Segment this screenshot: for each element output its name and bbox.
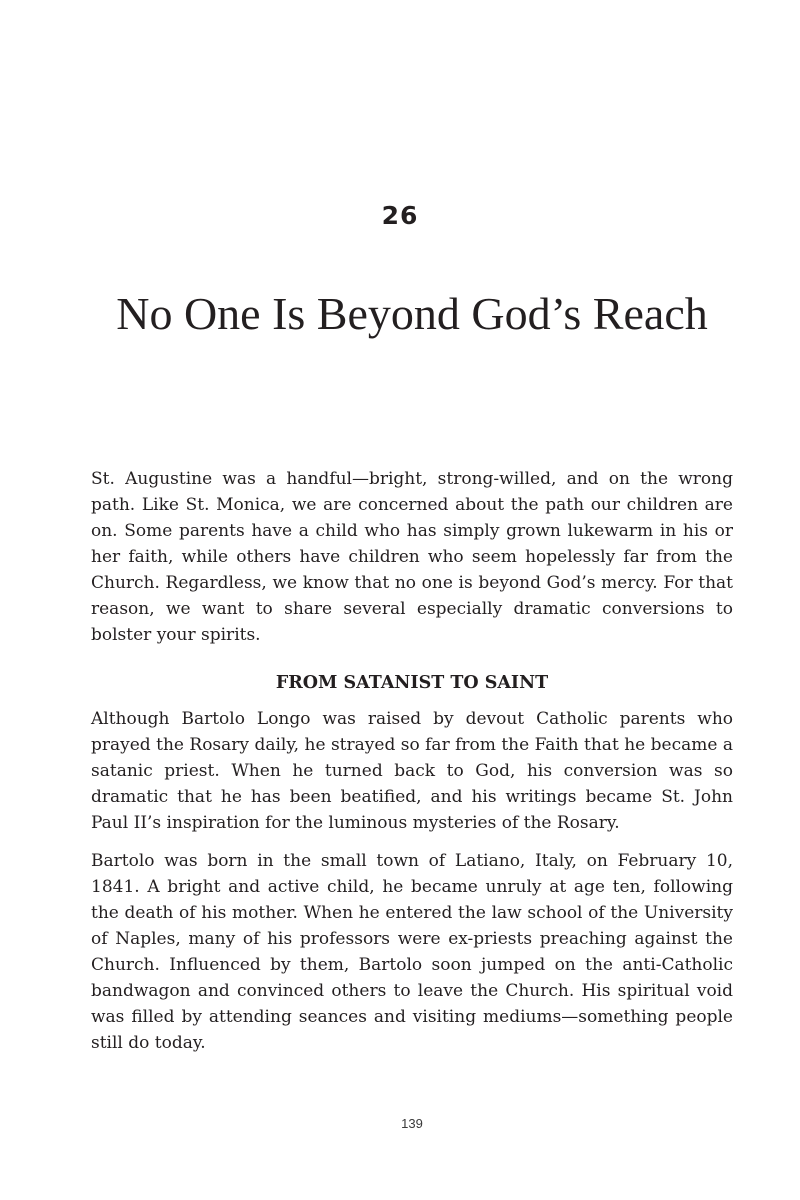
chapter-number: 26	[381, 201, 419, 230]
section-heading: FROM SATANIST TO SAINT	[275, 673, 549, 693]
chapter-title: No One Is Beyond God’s Reach	[116, 288, 708, 339]
section-paragraph: Although Bartolo Longo was raised by devout Catholic parents who prayed the Rosary daily, he strayed so far from the Faith that he became a satanic priest. When he turned back to God, his conversion was so dramatic that he has been beatified, and his writings became St. John Paul II’s inspiration for the luminous mysteries of the Rosary.	[91, 709, 733, 833]
intro-paragraph: St. Augustine was a handful—bright, strong-willed, and on the wrong path. Like St. Monica, we are concerned about the path our children are on. Some parents have a child who has simply grown lukewarm in his or her faith, while others have children who seem hopelessly far from the Church. Regardless, we know that no one is beyond God’s mercy. For that reason, we want to share several especially dramatic conversions to bolster your spirits.	[91, 469, 733, 645]
page-number: 139	[401, 1116, 423, 1131]
section-paragraph: Bartolo was born in the small town of Latiano, Italy, on February 10, 1841. A bright and active child, he became unruly at age ten, following the death of his mother. When he entered the law school of the University of Naples, many of his professors were ex-priests preaching against the Church. Influenced by them, Bartolo soon jumped on the anti-Catholic bandwagon and convinced others to leave the Church. His spiritual void was filled by attending seances and visiting mediums—something people still do today.	[91, 851, 733, 1053]
body-text	[91, 466, 733, 1068]
